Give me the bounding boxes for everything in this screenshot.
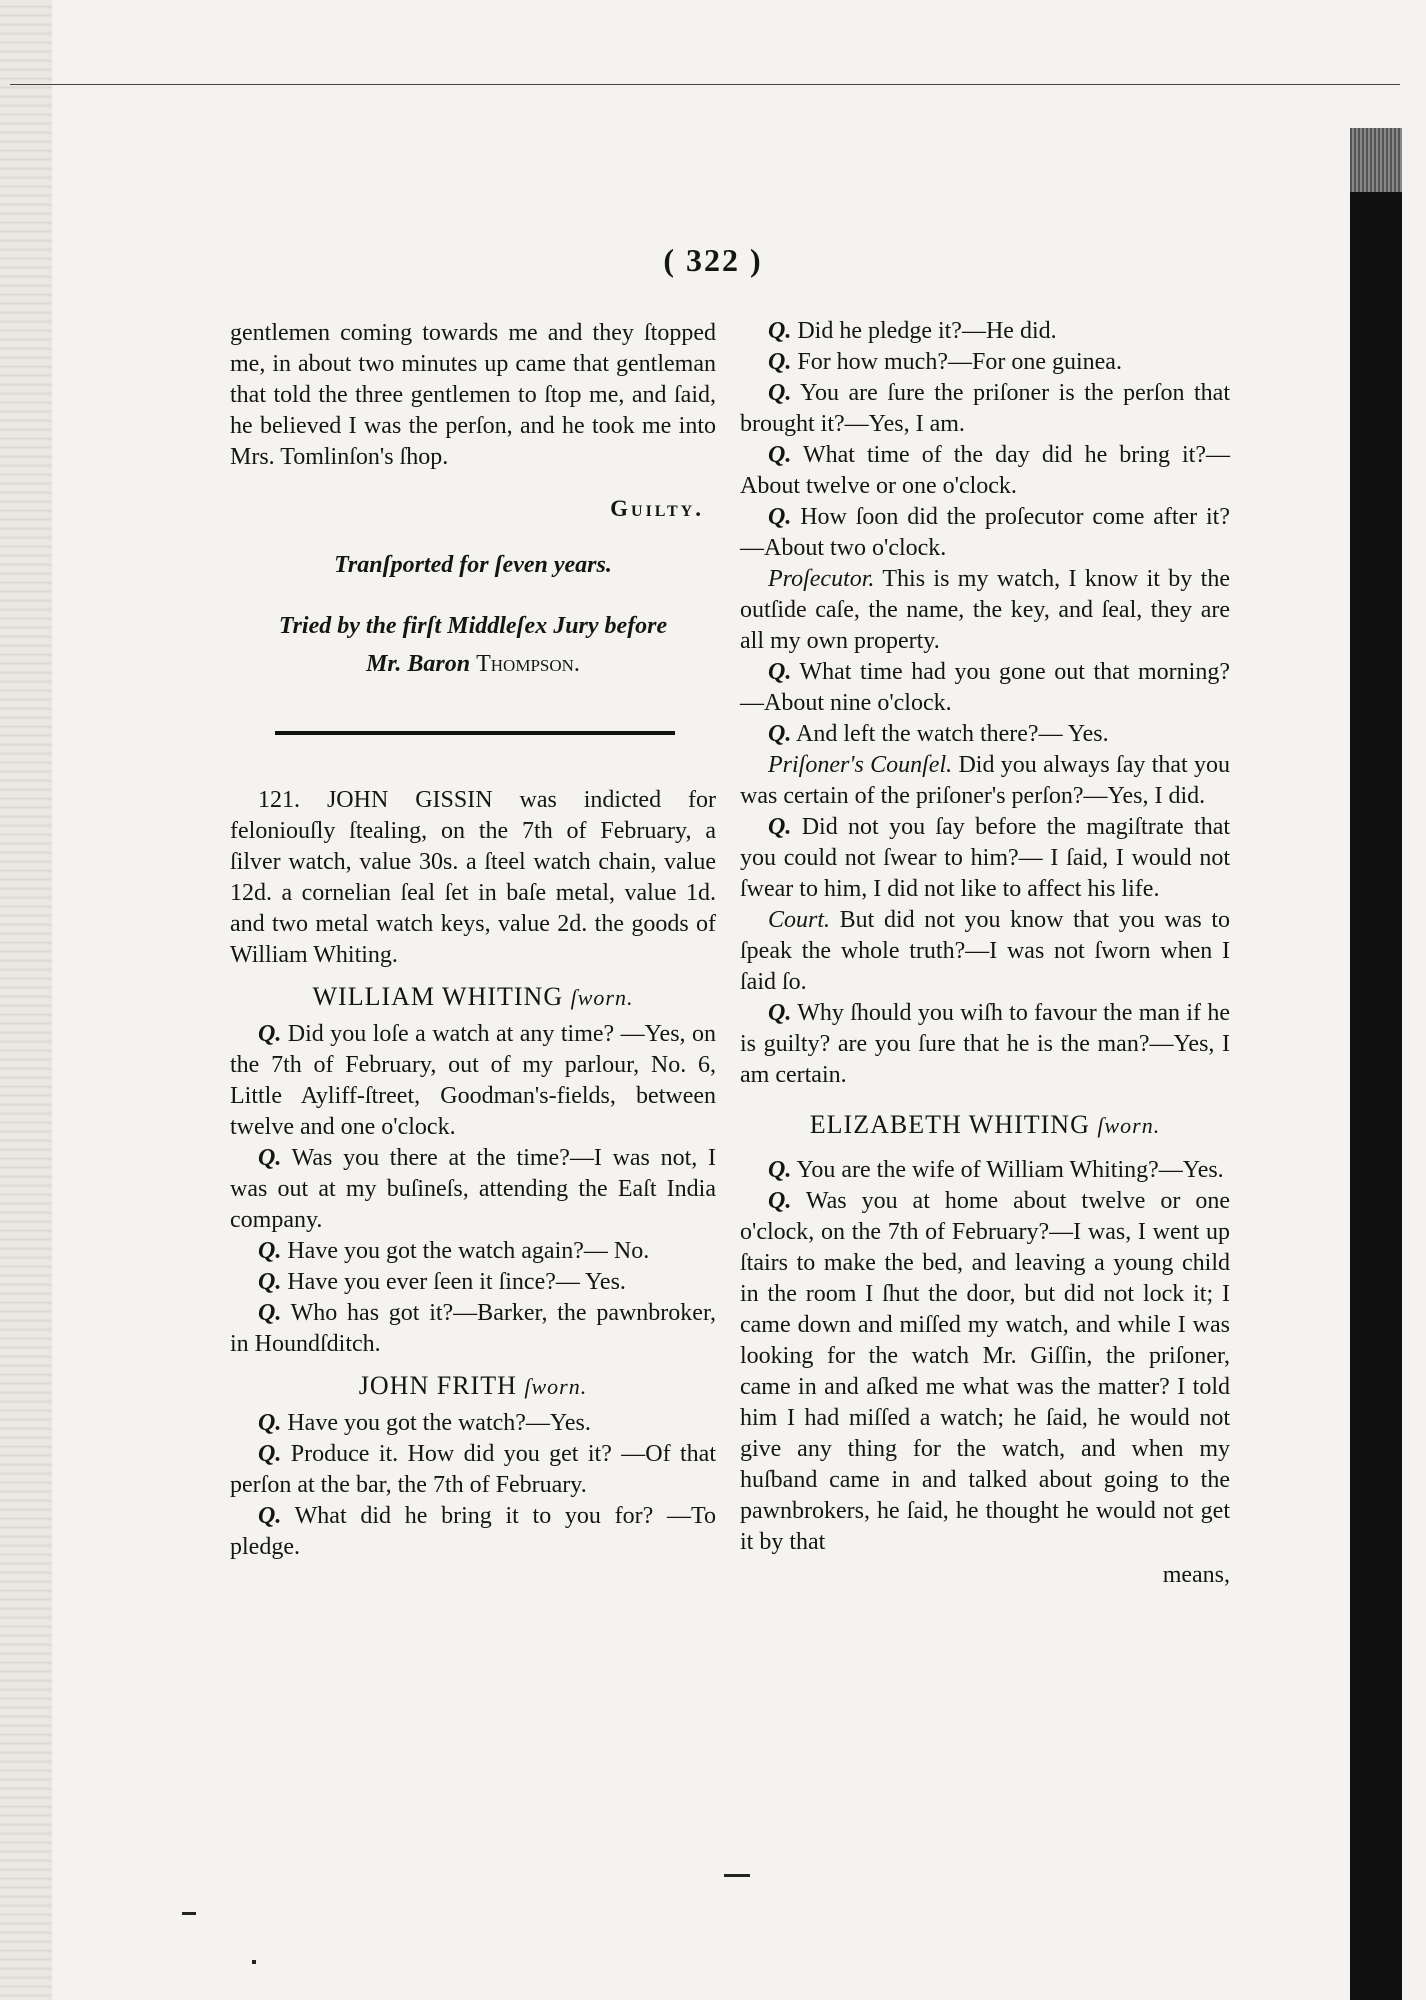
q-marker: Q.	[258, 1300, 282, 1326]
q-marker: Q.	[258, 1410, 282, 1436]
judge-name: Thompson.	[476, 651, 580, 677]
opening-paragraph: gentlemen coming towards me and they ſtopped me, in about two minutes up came that gentleman that told the three gentlemen to ſtop me, and ſaid, he believed I was the perſon, and he took me into Mrs. Tomlinſon's ſhop.	[230, 320, 716, 470]
sworn-label: ſworn.	[1097, 1113, 1161, 1138]
witness-name: ELIZABETH WHITING	[809, 1110, 1090, 1139]
q-marker: Q.	[258, 1503, 282, 1529]
judge-title: Mr. Baron	[366, 651, 471, 677]
qa-line: Q. Was you there at the time?—I was not, I was out at my buſineſs, attending the Eaſt India company.	[230, 1145, 716, 1233]
sworn-label: ſworn.	[524, 1374, 588, 1399]
prosecutor-statement: Proſecutor. This is my watch, I know it by the outſide caſe, the name, the key, and ſeal, they are all my own property.	[740, 566, 1230, 654]
qa-line: Q. What did he bring it to you for? —To pledge.	[230, 1503, 716, 1560]
q-marker: Q.	[768, 442, 792, 468]
tried-line: Tried by the firſt Middleſex Jury before	[278, 613, 668, 639]
left-column	[230, 318, 716, 1563]
q-marker: Q.	[768, 659, 792, 685]
speaker-label: Court.	[768, 907, 831, 933]
qa-line: Q. Who has got it?—Barker, the pawnbroker, in Houndſditch.	[230, 1300, 716, 1357]
qa-line: Q. Produce it. How did you get it? —Of that perſon at the bar, the 7th of February.	[230, 1441, 717, 1498]
qa-line: Q. How ſoon did the proſecutor come after it?—About two o'clock.	[740, 504, 1230, 561]
q-marker: Q.	[258, 1021, 282, 1047]
sentence: Tranſported for ſeven years.	[334, 552, 612, 578]
q-marker: Q.	[258, 1238, 282, 1264]
case-paragraph: 121. JOHN GISSIN was indicted for feloniouſly ſtealing, on the 7th of February, a ſilver watch, value 30s. a ſteel watch chain, value 12d. a cornelian ſeal ſet in baſe metal, value 1d. and two metal watch keys, value 2d. the goods of William Whiting.	[230, 787, 716, 968]
qa-line: Q. Have you got the watch?—Yes.	[258, 1410, 591, 1436]
speaker-label: Priſoner's Counſel.	[768, 752, 953, 778]
q-marker: Q.	[258, 1269, 282, 1295]
q-marker: Q.	[768, 380, 792, 406]
scan-top-rule	[10, 84, 1400, 85]
qa-line: Q. You are ſure the priſoner is the perſon that brought it?—Yes, I am.	[740, 380, 1231, 437]
qa-line: Q. Was you at home about twelve or one o'clock, on the 7th of February?—I was, I went up ſtairs to make the bed, and leaving a young child in the room I ſhut the door, but did not lock it; I came down and miſſed my watch, and while I was looking for the watch Mr. Giſſin, the priſoner, came in and aſked me what was the matter? I told him I had miſſed a watch; he ſaid, he would not give any thing for the watch, and when my huſband came in and talked about going to the pawnbrokers, he ſaid, he thought he would not get it by that	[740, 1188, 1230, 1555]
q-marker: Q.	[258, 1145, 282, 1171]
q-marker: Q.	[768, 721, 792, 747]
book-spine-texture	[1350, 128, 1402, 192]
q-marker: Q.	[768, 814, 792, 840]
qa-line: Q. You are the wife of William Whiting?—Yes.	[768, 1157, 1224, 1183]
q-marker: Q.	[258, 1441, 282, 1467]
verdict: Guilty.	[610, 496, 704, 521]
qa-line: Q. Did you loſe a watch at any time? —Yes, on the 7th of February, out of my parlour, No. 6, Little Ayliff-ſtreet, Goodman's-fields, between twelve and one o'clock.	[230, 1021, 716, 1140]
scan-left-edge	[0, 0, 52, 2000]
qa-line: Q. Did not you ſay before the magiſtrate that you could not ſwear to him?— I ſaid, I would not ſwear to him, I did not like to affect his life.	[740, 814, 1231, 902]
qa-line: Q. Have you got the watch again?— No.	[258, 1238, 650, 1264]
sworn-label: ſworn.	[570, 985, 634, 1010]
tried-judge	[230, 645, 716, 683]
witness-heading	[230, 1370, 716, 1402]
witness-heading	[740, 1109, 1230, 1141]
q-marker: Q.	[768, 1157, 792, 1183]
witness-name: JOHN FRITH	[358, 1371, 517, 1400]
qa-line: Q. And left the watch there?— Yes.	[768, 721, 1109, 747]
witness-name: WILLIAM WHITING	[312, 982, 564, 1011]
qa-line: Q. Have you ever ſeen it ſince?— Yes.	[258, 1269, 626, 1295]
qa-line: Q. Why ſhould you wiſh to favour the man if he is guilty? are you ſure that he is the man?—Yes, I am certain.	[740, 1000, 1230, 1088]
counsel-statement: Priſoner's Counſel. Did you always ſay that you was certain of the priſoner's perſon?—Yes, I did.	[740, 752, 1231, 809]
section-divider	[275, 731, 675, 735]
qa-line: Q. Did he pledge it?—He did.	[768, 318, 1057, 344]
witness-heading	[230, 981, 716, 1013]
q-marker: Q.	[768, 504, 792, 530]
book-spine-shadow	[1350, 128, 1402, 2000]
ink-speck	[724, 1874, 750, 1877]
catchword: means,	[1162, 1562, 1230, 1588]
court-statement: Court. But did not you know that you was to ſpeak the whole truth?—I was not ſworn when I ſaid ſo.	[740, 907, 1231, 995]
qa-line: Q. What time had you gone out that morning?—About nine o'clock.	[740, 659, 1230, 716]
q-marker: Q.	[768, 1000, 792, 1026]
q-marker: Q.	[768, 318, 792, 344]
page-number: ( 322 )	[663, 242, 763, 278]
q-marker: Q.	[768, 1188, 792, 1214]
qa-line: Q. What time of the day did he bring it?—About twelve or one o'clock.	[740, 442, 1230, 499]
ink-speck	[252, 1960, 256, 1964]
ink-speck	[182, 1912, 196, 1915]
q-marker: Q.	[768, 349, 792, 375]
speaker-label: Proſecutor.	[768, 566, 875, 592]
qa-line: Q. For how much?—For one guinea.	[768, 349, 1122, 375]
right-column	[740, 316, 1230, 1591]
